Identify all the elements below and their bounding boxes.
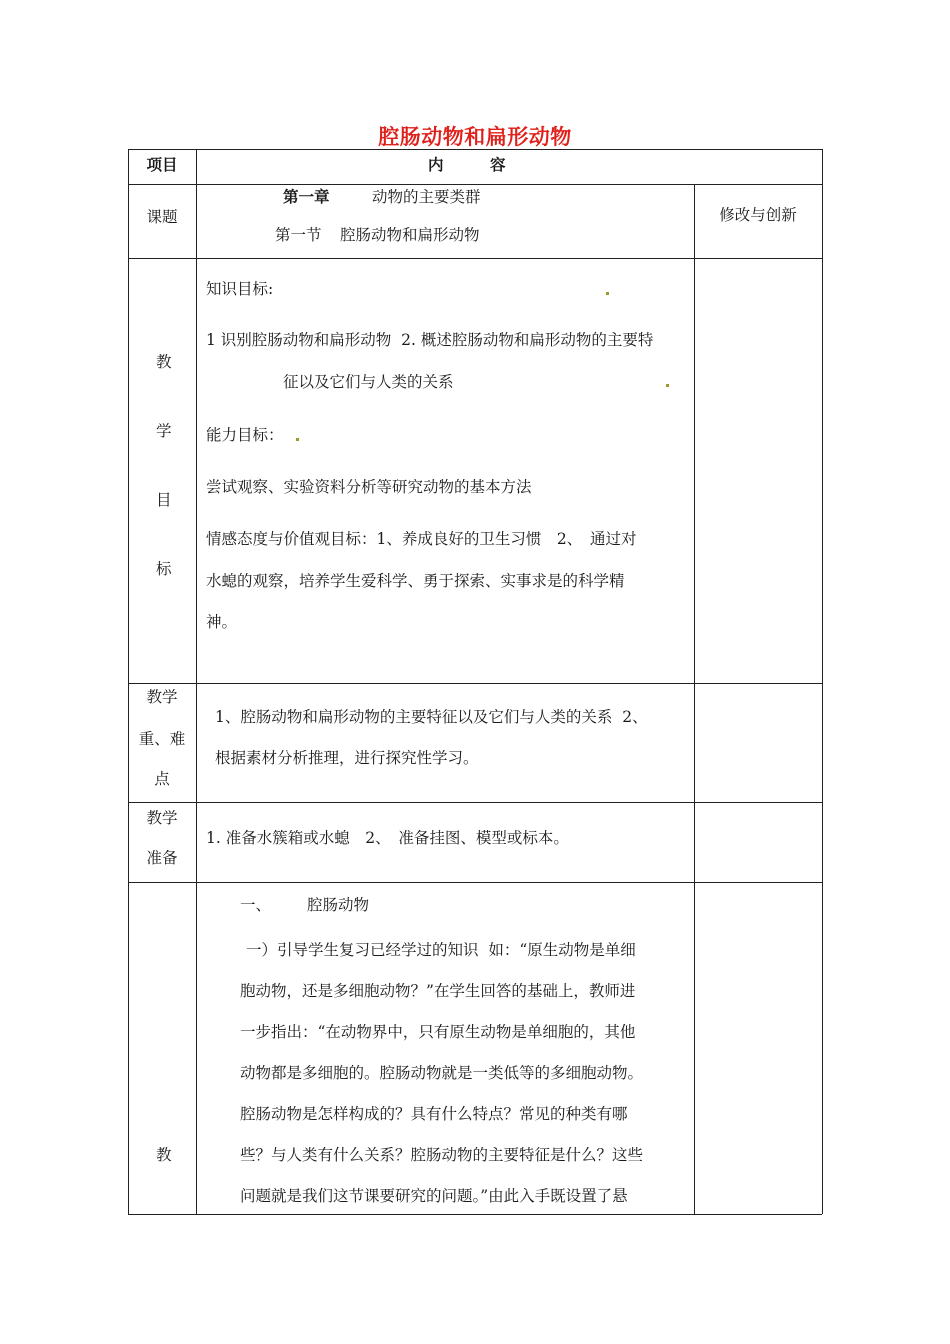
- topic-label: 课题: [146, 208, 178, 226]
- key-points-line1: 1、腔肠动物和扁形动物的主要特征以及它们与人类的关系 2、: [215, 708, 648, 726]
- teaching-text-line7: 问题就是我们这节课要研究的问题。”由此入手既设置了悬: [240, 1187, 628, 1205]
- chapter-label: 第一章: [283, 188, 330, 206]
- scan-speck: [666, 384, 669, 387]
- preparation-label-2: 准备: [146, 849, 178, 867]
- header-content: 内 容: [428, 156, 506, 174]
- section-label: 第一节: [275, 226, 322, 244]
- ability-text: 尝试观察、实验资料分析等研究动物的基本方法: [206, 478, 532, 496]
- teaching-label: 教: [156, 1146, 172, 1164]
- knowledge-text-line2: 征以及它们与人类的关系: [283, 373, 454, 391]
- document-title: 腔肠动物和扁形动物: [378, 125, 572, 149]
- emotion-text-line3: 神。: [206, 613, 238, 631]
- section-heading-number: 一、: [240, 896, 272, 914]
- knowledge-heading: 知识目标:: [206, 280, 274, 298]
- key-points-label-1: 教学: [146, 688, 178, 706]
- teaching-text-line4: 动物都是多细胞的。腔肠动物就是一类低等的多细胞动物。: [240, 1064, 644, 1082]
- teaching-text-line5: 腔肠动物是怎样构成的？具有什么特点？常见的种类有哪: [240, 1105, 628, 1123]
- chapter-title: 动物的主要类群: [372, 188, 481, 206]
- objectives-label-2: 学: [156, 422, 172, 440]
- teaching-text-line6: 些？与人类有什么关系？腔肠动物的主要特征是什么？这些: [240, 1146, 644, 1164]
- ability-heading: 能力目标：: [206, 426, 284, 444]
- emotion-text-line2: 水螅的观察，培养学生爱科学、勇于探索、实事求是的科学精: [206, 572, 625, 590]
- teaching-text-line1: 一）引导学生复习已经学过的知识 如：“原生动物是单细: [246, 941, 636, 959]
- preparation-label-1: 教学: [146, 809, 178, 827]
- emotion-text-line1: 情感态度与价值观目标：1、养成良好的卫生习惯 2、 通过对: [206, 530, 637, 548]
- objectives-label-4: 标: [156, 560, 172, 578]
- knowledge-text-line1: 1 识别腔肠动物和扁形动物 2. 概述腔肠动物和扁形动物的主要特: [206, 331, 654, 349]
- objectives-label-1: 教: [156, 353, 172, 371]
- section-heading-text: 腔肠动物: [307, 896, 370, 914]
- teaching-text-line2: 胞动物，还是多细胞动物？”在学生回答的基础上，教师进: [240, 982, 636, 1000]
- scan-speck: [296, 438, 299, 441]
- header-project: 项目: [146, 156, 178, 174]
- key-points-line2: 根据素材分析推理，进行探究性学习。: [215, 749, 479, 767]
- objectives-label-3: 目: [156, 491, 172, 509]
- section-title: 腔肠动物和扁形动物: [340, 226, 480, 244]
- teaching-text-line3: 一步指出：“在动物界中，只有原生动物是单细胞的，其他: [240, 1023, 636, 1041]
- preparation-text: 1. 准备水簇箱或水螅 2、 准备挂图、模型或标本。: [206, 829, 569, 847]
- key-points-label-3: 点: [154, 770, 170, 788]
- scan-speck: [606, 292, 609, 295]
- revision-note-label: 修改与创新: [719, 206, 797, 224]
- key-points-label-2: 重、难: [138, 730, 186, 748]
